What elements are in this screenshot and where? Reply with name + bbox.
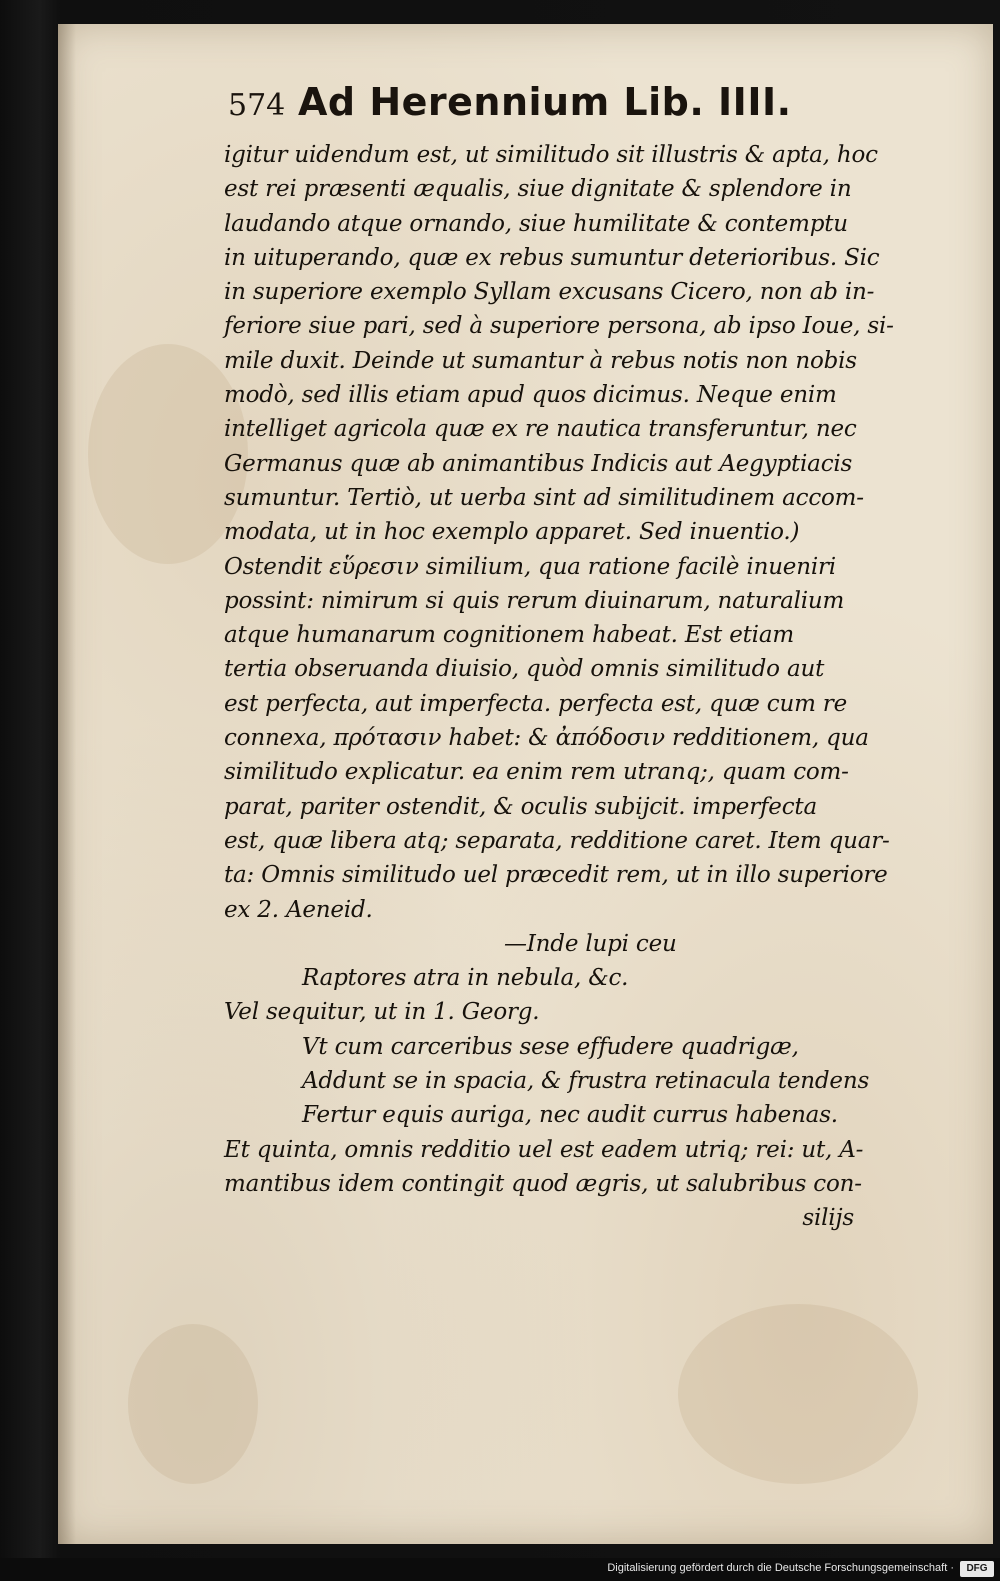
text-line: ta: Omnis similitudo uel præcedit rem, ut in illo superiore: [224, 862, 888, 889]
funding-credit: Digitalisierung gefördert durch die Deutsche Forschungsgemeinschaft ·: [607, 1562, 954, 1574]
quote-line: Raptores atra in nebula, &c.: [302, 965, 629, 992]
page-header: [228, 80, 848, 130]
text-line: modò, sed illis etiam apud quos dicimus. Neque enim: [224, 382, 837, 409]
text-line: laudando atque ornando, siue humilitate & contemptu: [224, 210, 848, 237]
text-line: parat, pariter ostendit, & oculis subijcit. imperfecta: [224, 793, 817, 820]
text-line: tertia obseruanda diuisio, quòd omnis similitudo aut: [224, 656, 825, 683]
quote-line: —Inde lupi ceu: [504, 930, 677, 957]
text-line: Ostendit εὕρεσιν similium, qua ratione facilè inueniri: [224, 553, 836, 580]
catchword: silijs: [802, 1205, 854, 1232]
verse-line: Vt cum carceribus sese effudere quadrigæ,: [302, 1033, 799, 1060]
paper-stain: [128, 1324, 258, 1484]
paper-stain: [678, 1304, 918, 1484]
text-line: Vel sequitur, ut in 1. Georg.: [224, 999, 540, 1026]
text-line: est, quæ libera atq; separata, redditione caret. Item quar-: [224, 827, 890, 854]
text-line: connexa, πρότασιν habet: & ἀπόδοσιν redditionem, qua: [224, 725, 869, 752]
text-line: est perfecta, aut imperfecta. perfecta est, quæ cum re: [224, 690, 848, 717]
text-line: Germanus quæ ab animantibus Indicis aut Aegyptiacis: [224, 450, 853, 477]
text-line: in uituperando, quæ ex rebus sumuntur deterioribus. Sic: [224, 244, 880, 271]
text-line: feriore siue pari, sed à superiore persona, ab ipso Ioue, si-: [224, 313, 894, 340]
text-line: igitur uidendum est, ut similitudo sit illustris & apta, hoc: [224, 142, 878, 168]
text-line: in superiore exemplo Syllam excusans Cicero, non ab in-: [224, 279, 875, 306]
text-line: mantibus idem contingit quod ægris, ut salubribus con-: [224, 1170, 862, 1197]
text-block: [224, 138, 924, 1236]
verse-line: Fertur equis auriga, nec audit currus habenas.: [302, 1102, 838, 1129]
dfg-logo: DFG: [960, 1561, 994, 1577]
text-line: intelliget agricola quæ ex re nautica transferuntur, nec: [224, 416, 857, 443]
text-line: mile duxit. Deinde ut sumantur à rebus notis non nobis: [224, 347, 857, 374]
running-title: Ad Herennium Lib. IIII.: [298, 80, 792, 124]
text-line: est rei præsenti æqualis, siue dignitate & splendore in: [224, 176, 852, 203]
verse-line: Addunt se in spacia, & frustra retinacula tendens: [302, 1068, 870, 1095]
digitization-footer: [0, 1558, 1000, 1581]
text-line: possint: nimirum si quis rerum diuinarum, naturalium: [224, 587, 845, 614]
text-line: atque humanarum cognitionem habeat. Est etiam: [224, 622, 794, 649]
text-line: sumuntur. Tertiò, ut uerba sint ad similitudinem accom-: [224, 484, 864, 511]
text-line: ex 2. Aeneid.: [224, 896, 373, 923]
text-line: Et quinta, omnis redditio uel est eadem utriq; rei: ut, A-: [224, 1136, 864, 1163]
text-line: modata, ut in hoc exemplo apparet. Sed inuentio.): [224, 519, 800, 546]
page-number: 574: [228, 88, 286, 123]
text-line: similitudo explicatur. ea enim rem utranq;, quam com-: [224, 759, 849, 786]
